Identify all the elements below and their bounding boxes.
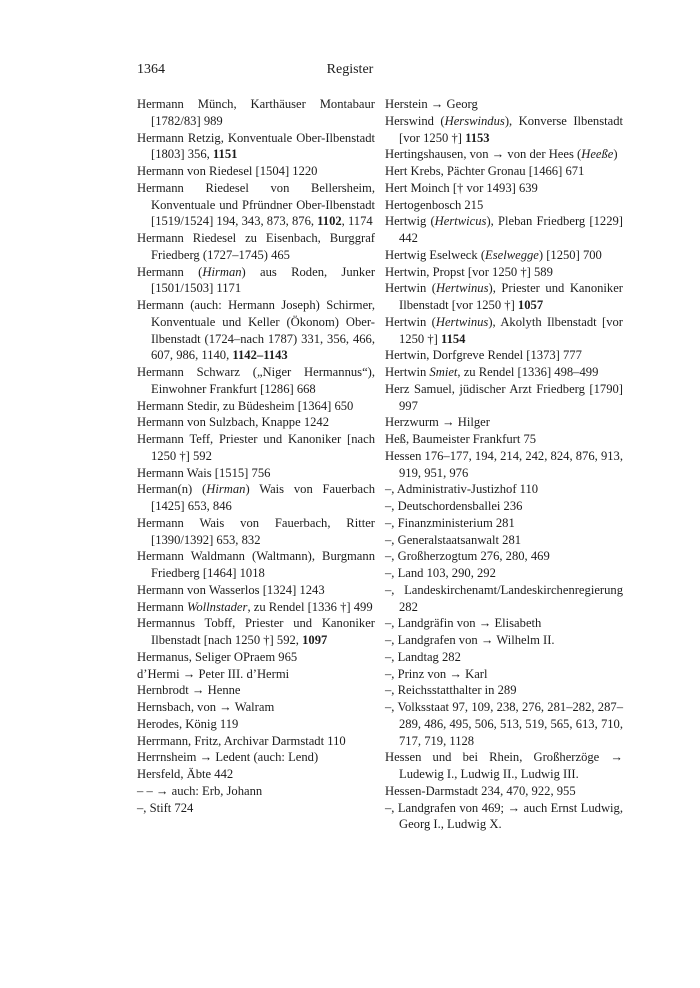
index-entry: [137, 783, 375, 800]
entry-text: Hermann Wais von Fauerbach, Ritter [1390/1392] 653, 832: [137, 515, 375, 547]
entry-text: ), Konverse Ilbenstadt [vor 1250 †]: [399, 113, 623, 145]
entry-text: –, Landgrafen von → Wilhelm II.: [385, 633, 555, 647]
entry-text: Hernsbach, von → Walram: [137, 700, 275, 714]
entry-text: ) [1250] 700: [538, 247, 602, 262]
entry-text: – – → auch: Erb, Johann: [137, 783, 263, 798]
entry-text: Hertwin, Dorfgreve Rendel [1373] 777: [385, 348, 582, 363]
entry-text: –, Finanzministerium 281: [385, 515, 515, 530]
entry-text: Hermann Riedesel von Bellersheim, Konventuale und Pfründner Ober-Ilbenstadt [1519/1524] 194, 343, 873, 876,: [137, 180, 375, 229]
entry-text: Hertogenbosch 215: [385, 197, 484, 212]
page-number: 1364: [137, 62, 165, 77]
entry-text: Hessen und bei Rhein, Großherzöge → Ludewig I., Ludwig II., Ludwig III.: [385, 750, 623, 781]
entry-text: Hermann Waldmann (Waltmann), Burgmann Friedberg [1464] 1018: [137, 549, 375, 580]
entry-text: –, Land 103, 290, 292: [385, 566, 496, 580]
index-entry: [137, 733, 375, 750]
entry-text: d’Hermi → Peter III. d’Hermi: [137, 666, 290, 681]
name-variant-italic: Smiet: [429, 365, 458, 379]
name-variant-italic: Wollnstader: [187, 599, 248, 614]
entry-text: Hertwin (: [385, 314, 436, 329]
entry-text: Herzwurm → Hilger: [385, 415, 490, 430]
entry-text: Herrnsheim → Ledent (auch: Lend): [137, 750, 319, 765]
index-entry: [137, 264, 375, 298]
index-entry: [137, 180, 375, 230]
index-entry: [385, 180, 623, 197]
index-entry: [137, 582, 375, 599]
index-entry: [385, 682, 623, 699]
index-entry: [385, 364, 623, 381]
name-variant-italic: Heeße: [581, 147, 614, 162]
entry-text: Hersfeld, Äbte 442: [137, 767, 234, 781]
index-entry: [385, 632, 623, 649]
index-entry: [137, 716, 375, 733]
page-reference-bold: 1102: [317, 214, 342, 229]
entry-text: Hermann: [137, 599, 188, 614]
name-variant-italic: Eselwegge: [485, 247, 539, 262]
index-entry: [385, 431, 623, 448]
entry-text: –, Deutschordensballei 236: [385, 499, 523, 513]
index-entry: [385, 448, 623, 482]
entry-text: Hermann Teff, Priester und Kanoniker [nach 1250 †] 592: [137, 432, 375, 463]
entry-text: –, Prinz von → Karl: [385, 666, 488, 681]
index-entry: [385, 347, 623, 364]
entry-text: , zu Rendel [1336 †] 499: [247, 599, 373, 614]
entry-text: Hermann Münch, Karthäuser Montabaur [1782/83] 989: [137, 97, 375, 128]
index-entry: [137, 800, 375, 817]
index-entry: [137, 749, 375, 766]
entry-text: Hermann Schwarz („Niger Hermannus“), Einwohner Frankfurt [1286] 668: [137, 365, 375, 396]
entry-text: Hermann Riedesel zu Eisenbach, Burggraf Friedberg (1727–1745) 465: [137, 231, 375, 262]
index-entry: [137, 699, 375, 716]
index-entry: [137, 431, 375, 465]
index-entry: [385, 565, 623, 582]
entry-text: Hertwin: [385, 365, 430, 379]
entry-text: Hermann von Sulzbach, Knappe 1242: [137, 415, 330, 430]
entry-text: Hessen-Darmstadt 234, 470, 922, 955: [385, 783, 576, 798]
index-entry: [137, 548, 375, 582]
name-variant-italic: Herswindus: [444, 113, 505, 128]
entry-text: –, Landgrafen von 469; → auch Ernst Ludwig, Georg I., Ludwig X.: [385, 800, 623, 832]
index-entry: [385, 783, 623, 800]
entry-text: –, Volksstaat 97, 109, 238, 276, 281–282, 287–289, 486, 495, 506, 513, 519, 565, 613, 710, 717, 719, 1128: [385, 700, 623, 748]
entry-text: Heß, Baumeister Frankfurt 75: [385, 432, 537, 446]
index-entry: [385, 163, 623, 180]
index-column-left: [137, 96, 375, 816]
entry-text: Hermann von Wasserlos [1324] 1243: [137, 582, 325, 597]
entry-text: Hermanus, Seliger OPraem 965: [137, 649, 298, 664]
entry-text: –, Landgräfin von → Elisabeth: [385, 616, 542, 631]
index-entry: [385, 699, 623, 749]
entry-text: Hermann Retzig, Konventuale Ober-Ilbenstadt [1803] 356,: [137, 130, 375, 162]
entry-text: –, Stift 724: [137, 800, 194, 815]
entry-text: –, Administrativ-Justizhof 110: [385, 482, 539, 497]
entry-text: ): [613, 147, 618, 162]
index-entry: [385, 532, 623, 549]
page-reference-bold: 1154: [440, 331, 466, 346]
index-entry: [137, 515, 375, 549]
index-entry: [137, 666, 375, 683]
entry-text: –, Landeskirchenamt/Landeskirchenregierung 282: [385, 582, 623, 614]
name-variant-italic: Hertwinus: [435, 314, 489, 329]
entry-text: Herodes, König 119: [137, 716, 239, 731]
entry-text: Herrmann, Fritz, Archivar Darmstadt 110: [137, 733, 346, 748]
index-entry: [385, 548, 623, 565]
index-entry: [385, 314, 623, 348]
index-entry: [137, 364, 375, 398]
entry-text: –, Landtag 282: [385, 649, 461, 664]
page-reference-bold: 1097: [302, 633, 328, 647]
entry-text: Hermannus Tobff, Priester und Kanoniker Ilbenstadt [nach 1250 †] 592,: [137, 616, 375, 647]
index-column-right: [385, 96, 623, 833]
index-entry: [385, 800, 623, 834]
index-entry: [385, 280, 623, 314]
index-entry: [385, 113, 623, 147]
page-reference-bold: 1142–1143: [232, 348, 288, 363]
entry-text: Hert Moinch [† vor 1493] 639: [385, 180, 538, 195]
index-entry: [137, 615, 375, 649]
entry-text: Hermann von Riedesel [1504] 1220: [137, 164, 318, 178]
index-entry: [385, 381, 623, 415]
index-entry: [137, 96, 375, 130]
entry-text: Hertingshausen, von → von der Hees (: [385, 147, 582, 162]
index-entry: [385, 515, 623, 532]
index-entry: [385, 666, 623, 683]
index-entry: [385, 481, 623, 498]
index-entry: [137, 599, 375, 616]
entry-text: Hertwin, Propst [vor 1250 †] 589: [385, 264, 553, 279]
entry-text: Hertwig Eselweck (: [385, 247, 486, 262]
page-reference-bold: 1153: [465, 130, 490, 145]
entry-text: Hert Krebs, Pächter Gronau [1466] 671: [385, 164, 585, 178]
index-entry: [385, 264, 623, 281]
index-entry: [137, 130, 375, 164]
index-entry: [137, 414, 375, 431]
index-entry: [385, 96, 623, 113]
entry-text: –, Generalstaatsanwalt 281: [385, 532, 522, 547]
index-entry: [137, 297, 375, 364]
index-entry: [137, 481, 375, 515]
name-variant-italic: Hirman: [206, 482, 246, 497]
entry-text: ) aus Roden, Junker [1501/1503] 1171: [151, 264, 376, 296]
entry-text: Hermann Stedir, zu Büdesheim [1364] 650: [137, 398, 354, 413]
entry-text: ) Wais von Fauerbach [1425] 653, 846: [151, 482, 375, 513]
entry-text: Hermann (auch: Hermann Joseph) Schirmer, Konventuale und Keller (Ökonom) Ober-Ilbenstadt (1724–nach 1787) 331, 356, 466, 607, 986, 1140,: [137, 298, 375, 363]
entry-text: Hessen 176–177, 194, 214, 242, 824, 876, 913, 919, 951, 976: [385, 448, 623, 480]
entry-text: –, Reichsstatthalter in 289: [385, 683, 517, 698]
index-entry: [137, 682, 375, 699]
name-variant-italic: Hertwicus: [434, 214, 487, 229]
index-entry: [137, 230, 375, 264]
index-entry: [385, 414, 623, 431]
index-entry: [137, 163, 375, 180]
entry-text: , 1174: [341, 214, 373, 229]
name-variant-italic: Hertwinus: [436, 281, 489, 296]
index-entry: [385, 197, 623, 214]
entry-text: Herswind (: [385, 113, 445, 128]
index-entry: [385, 749, 623, 783]
index-entry: [385, 498, 623, 515]
running-title: Register: [326, 62, 374, 77]
entry-text: , zu Rendel [1336] 498–499: [457, 365, 599, 379]
entry-text: Hermann (: [137, 264, 203, 279]
entry-text: Herz Samuel, jüdischer Arzt Friedberg [1790] 997: [385, 381, 623, 413]
index-entry: [385, 649, 623, 666]
index-entry: [385, 146, 623, 163]
name-variant-italic: Hirman: [202, 264, 242, 279]
index-entry: [385, 247, 623, 264]
index-entry: [137, 465, 375, 482]
entry-text: Herman(n) (: [137, 482, 207, 497]
entry-text: ), Akolyth Ilbenstadt [vor 1250 †]: [399, 314, 623, 346]
index-entry: [137, 766, 375, 783]
page-reference-bold: 1057: [517, 298, 544, 312]
index-entry: [385, 213, 623, 247]
entry-text: Hertwig (: [385, 214, 435, 229]
entry-text: Hertwin (: [385, 281, 437, 296]
index-entry: [385, 582, 623, 616]
entry-text: Hernbrodt → Henne: [137, 683, 241, 698]
entry-text: –, Großherzogtum 276, 280, 469: [385, 549, 550, 564]
index-entry: [137, 398, 375, 415]
entry-text: ), Pleban Friedberg [1229] 442: [399, 214, 623, 245]
index-entry: [385, 615, 623, 632]
entry-text: ), Priester und Kanoniker Ilbenstadt [vor 1250 †]: [399, 281, 623, 312]
entry-text: Hermann Wais [1515] 756: [137, 465, 271, 480]
index-entry: [137, 649, 375, 666]
page-reference-bold: 1151: [212, 147, 238, 162]
entry-text: Herstein → Georg: [385, 97, 478, 111]
